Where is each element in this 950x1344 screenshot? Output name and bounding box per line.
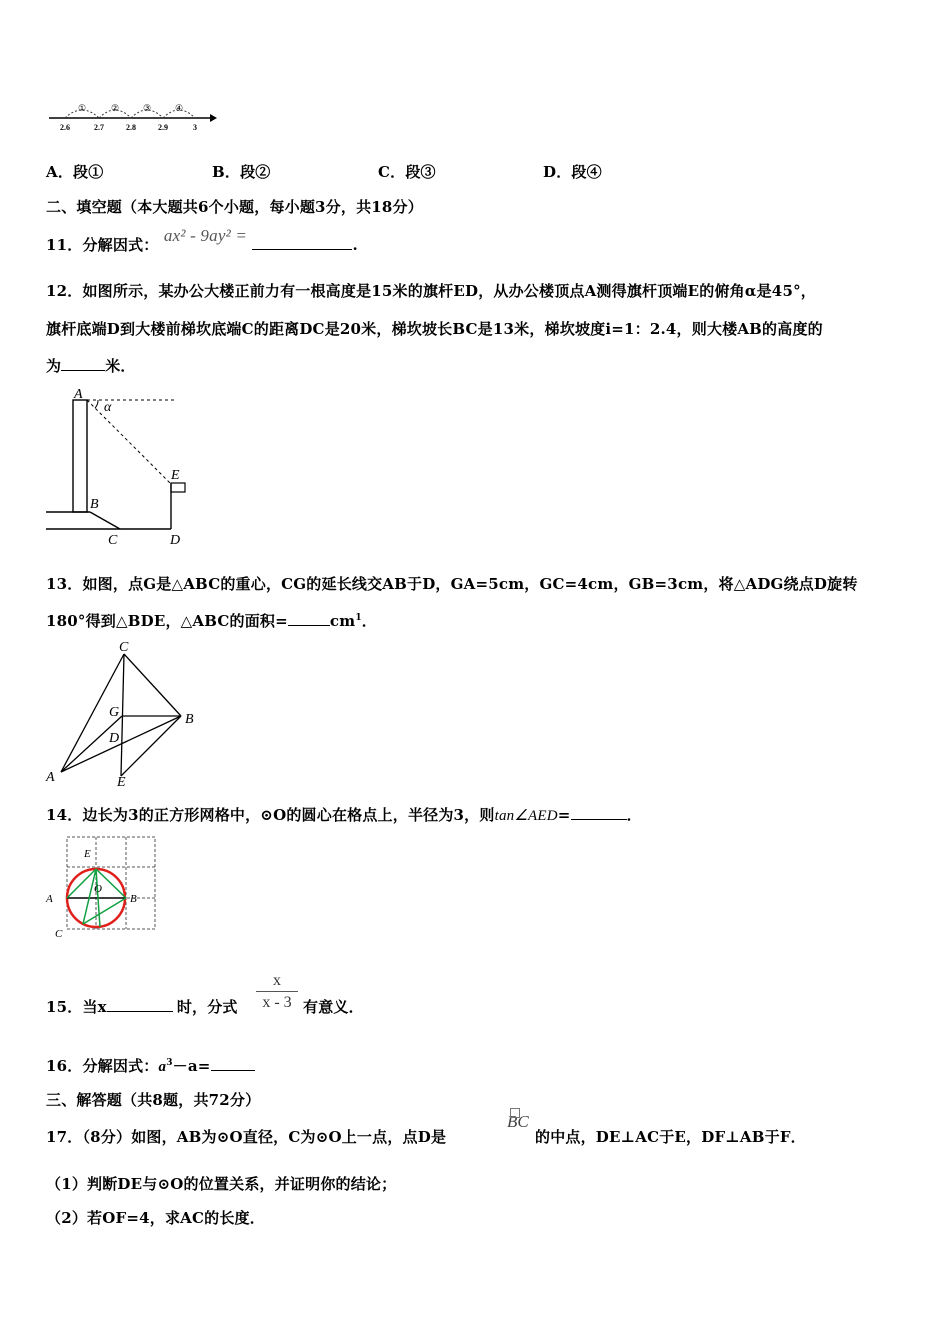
section2-title: 二、填空题（本大题共6个小题，每小题3分，共18分）: [46, 198, 423, 216]
q13-figure: [44, 636, 204, 788]
segment-label: ④: [174, 103, 184, 113]
segment-label: ③: [142, 103, 152, 113]
q14-label-a: A: [46, 893, 53, 905]
number-line-figure: [45, 96, 220, 136]
q12-label-d: D: [170, 533, 181, 548]
q13-label-b: B: [185, 712, 194, 727]
q17-part1: （1）判断DE与⊙O的位置关系，并证明你的结论；: [46, 1175, 397, 1193]
q17-suffix: 的中点，DE⊥AC于E，DF⊥AB于F．: [535, 1128, 806, 1146]
q17-arc: [507, 1112, 529, 1132]
q16-answer-blank: [211, 1056, 255, 1071]
q14: [46, 804, 642, 825]
q13-line2-prefix: 180°得到△BDE，△ABC的面积=: [46, 612, 288, 630]
q12-label-e: E: [171, 468, 180, 483]
tick-label: 3: [193, 123, 197, 132]
q12-answer-blank: [61, 356, 105, 371]
q15: [46, 996, 238, 1017]
q17-prefix: 17．（8分）如图，AB为⊙O直径，C为⊙O上一点，点D是: [46, 1128, 447, 1146]
tick-label: 2.7: [94, 123, 104, 132]
q17-arc-label: BC: [507, 1112, 529, 1131]
q13-line1: 13．如图，点G是△ABC的重心，CG的延长线交AB于D，GA=5cm，GC=4cm，GB=3cm，将△ADG绕点D旋转: [46, 575, 858, 593]
q16-expr-sup: 3: [166, 1058, 173, 1068]
q10-option-b: B．段②: [212, 163, 271, 181]
arc-mark-icon: [510, 1108, 520, 1118]
q15-fraction: [256, 972, 298, 1012]
q10-option-c: C．段③: [378, 163, 436, 181]
q14-label-b: B: [130, 893, 137, 905]
q10-option-a: A．段①: [46, 163, 104, 181]
q16-expr: [158, 1057, 210, 1075]
q12-label-a: A: [74, 387, 83, 402]
q13-line2: [46, 610, 377, 631]
q12-figure: [44, 384, 194, 549]
q14-label-o: O: [94, 883, 102, 895]
section3-title: 三、解答题（共8题，共72分）: [46, 1091, 261, 1109]
q14-label-e: E: [84, 848, 91, 860]
q12-label-c: C: [108, 533, 118, 548]
q15-middle: 时，分式: [176, 998, 238, 1016]
q11-answer-blank: [252, 235, 352, 250]
tick-label: 2.8: [126, 123, 136, 132]
q15-numerator: x: [273, 972, 281, 989]
tick-label: 2.6: [60, 123, 70, 132]
q13-label-c: C: [119, 640, 129, 655]
q12-label-b: B: [90, 497, 99, 512]
q13-label-g: G: [109, 705, 120, 720]
q16-prefix: 16．分解因式：: [46, 1057, 159, 1075]
q13-label-a: A: [46, 770, 55, 785]
q14-tan: tan∠AED: [494, 808, 558, 824]
q12-label-alpha: α: [104, 400, 112, 415]
number-line-ticks: [60, 123, 197, 132]
number-line-segments: [78, 103, 183, 113]
q12-line3-prefix: 为: [46, 357, 62, 375]
q15-suffix: 有意义．: [303, 998, 364, 1016]
q13-label-e: E: [117, 775, 126, 788]
q14-label-c: C: [55, 928, 63, 940]
q15-answer-blank: [107, 997, 173, 1012]
q14-end: ．: [626, 806, 642, 824]
segment-label: ②: [110, 103, 120, 113]
segment-label: ①: [77, 103, 87, 113]
q11-formula: ax² - 9ay² =: [163, 226, 247, 245]
q15-denominator: x - 3: [262, 994, 292, 1011]
q15-prefix: 15．当x: [46, 998, 107, 1016]
q12-line2: 旗杆底端D到大楼前梯坎底端C的距离DC是20米，梯坎坡长BC是13米，梯坎坡度i=1：2.4，则大楼AB的高度的: [46, 320, 823, 338]
q14-figure: [44, 832, 164, 942]
q14-answer-blank: [571, 805, 627, 820]
q16: [46, 1055, 255, 1076]
q13-answer-blank: [288, 611, 330, 626]
q14-prefix: 14．边长为3的正方形网格中，⊙O的圆心在格点上，半径为3，则: [46, 806, 495, 824]
q17-part2: （2）若OF=4，求AC的长度．: [46, 1209, 265, 1227]
q12-line3-suffix: 米．: [105, 357, 136, 375]
q10-option-d: D．段④: [543, 163, 602, 181]
q11: 11．分解因式： ax² - 9ay² = .: [46, 226, 358, 254]
q13-unit-sup: 1: [355, 613, 362, 623]
q15-fraction-bar: [256, 991, 298, 992]
q13-unit: cm: [329, 612, 356, 630]
tick-label: 2.9: [158, 123, 168, 132]
q13-end: ．: [361, 612, 377, 630]
q12-line1: 12．如图所示，某办公大楼正前力有一根高度是15米的旗杆ED，从办公楼顶点A测得旗杆顶端E的俯角α是45°，: [46, 282, 816, 300]
q14-eq: =: [557, 806, 571, 824]
q12-line3: [46, 355, 136, 376]
q16-expr-base: a: [158, 1059, 167, 1075]
q13-label-d: D: [109, 731, 120, 746]
q16-expr-rest: －a=: [172, 1057, 211, 1075]
q11-prefix: 11．分解因式：: [46, 236, 159, 254]
